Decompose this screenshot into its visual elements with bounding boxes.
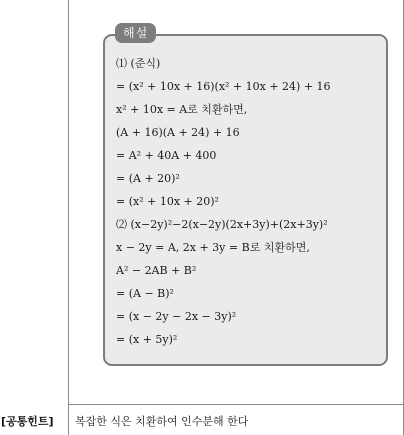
part1-heading: ⑴ (준식) xyxy=(116,57,161,70)
part2-line-1: x − 2y = A, 2x + 3y = B로 치환하면, xyxy=(116,241,310,254)
part2-line-2: A² − 2AB + B² xyxy=(116,264,197,277)
solution-badge: 해설 xyxy=(115,23,156,43)
part1-line-5: = (A + 20)² xyxy=(116,172,180,185)
part2-line-5: = (x + 5y)² xyxy=(116,333,178,346)
part1-line-2: x² + 10x = A로 치환하면, xyxy=(116,103,248,116)
part2-line-4: = (x − 2y − 2x − 3y)² xyxy=(116,310,237,323)
part1-line-4: = A² + 40A + 400 xyxy=(116,149,217,162)
hint-text: 복잡한 식은 치환하여 인수분해 한다 xyxy=(75,415,249,428)
solution-lines xyxy=(116,52,392,351)
hint-label: [공통힌트] xyxy=(1,415,54,428)
frame-divider xyxy=(68,404,404,405)
part2-heading: ⑵ (x−2y)²−2(x−2y)(2x+3y)+(2x+3y)² xyxy=(116,218,328,231)
part1-line-1: = (x² + 10x + 16)(x² + 10x + 24) + 16 xyxy=(116,80,331,93)
part2-line-3: = (A − B)² xyxy=(116,287,174,300)
part1-line-3: (A + 16)(A + 24) + 16 xyxy=(116,126,240,139)
part1-line-6: = (x² + 10x + 20)² xyxy=(116,195,219,208)
